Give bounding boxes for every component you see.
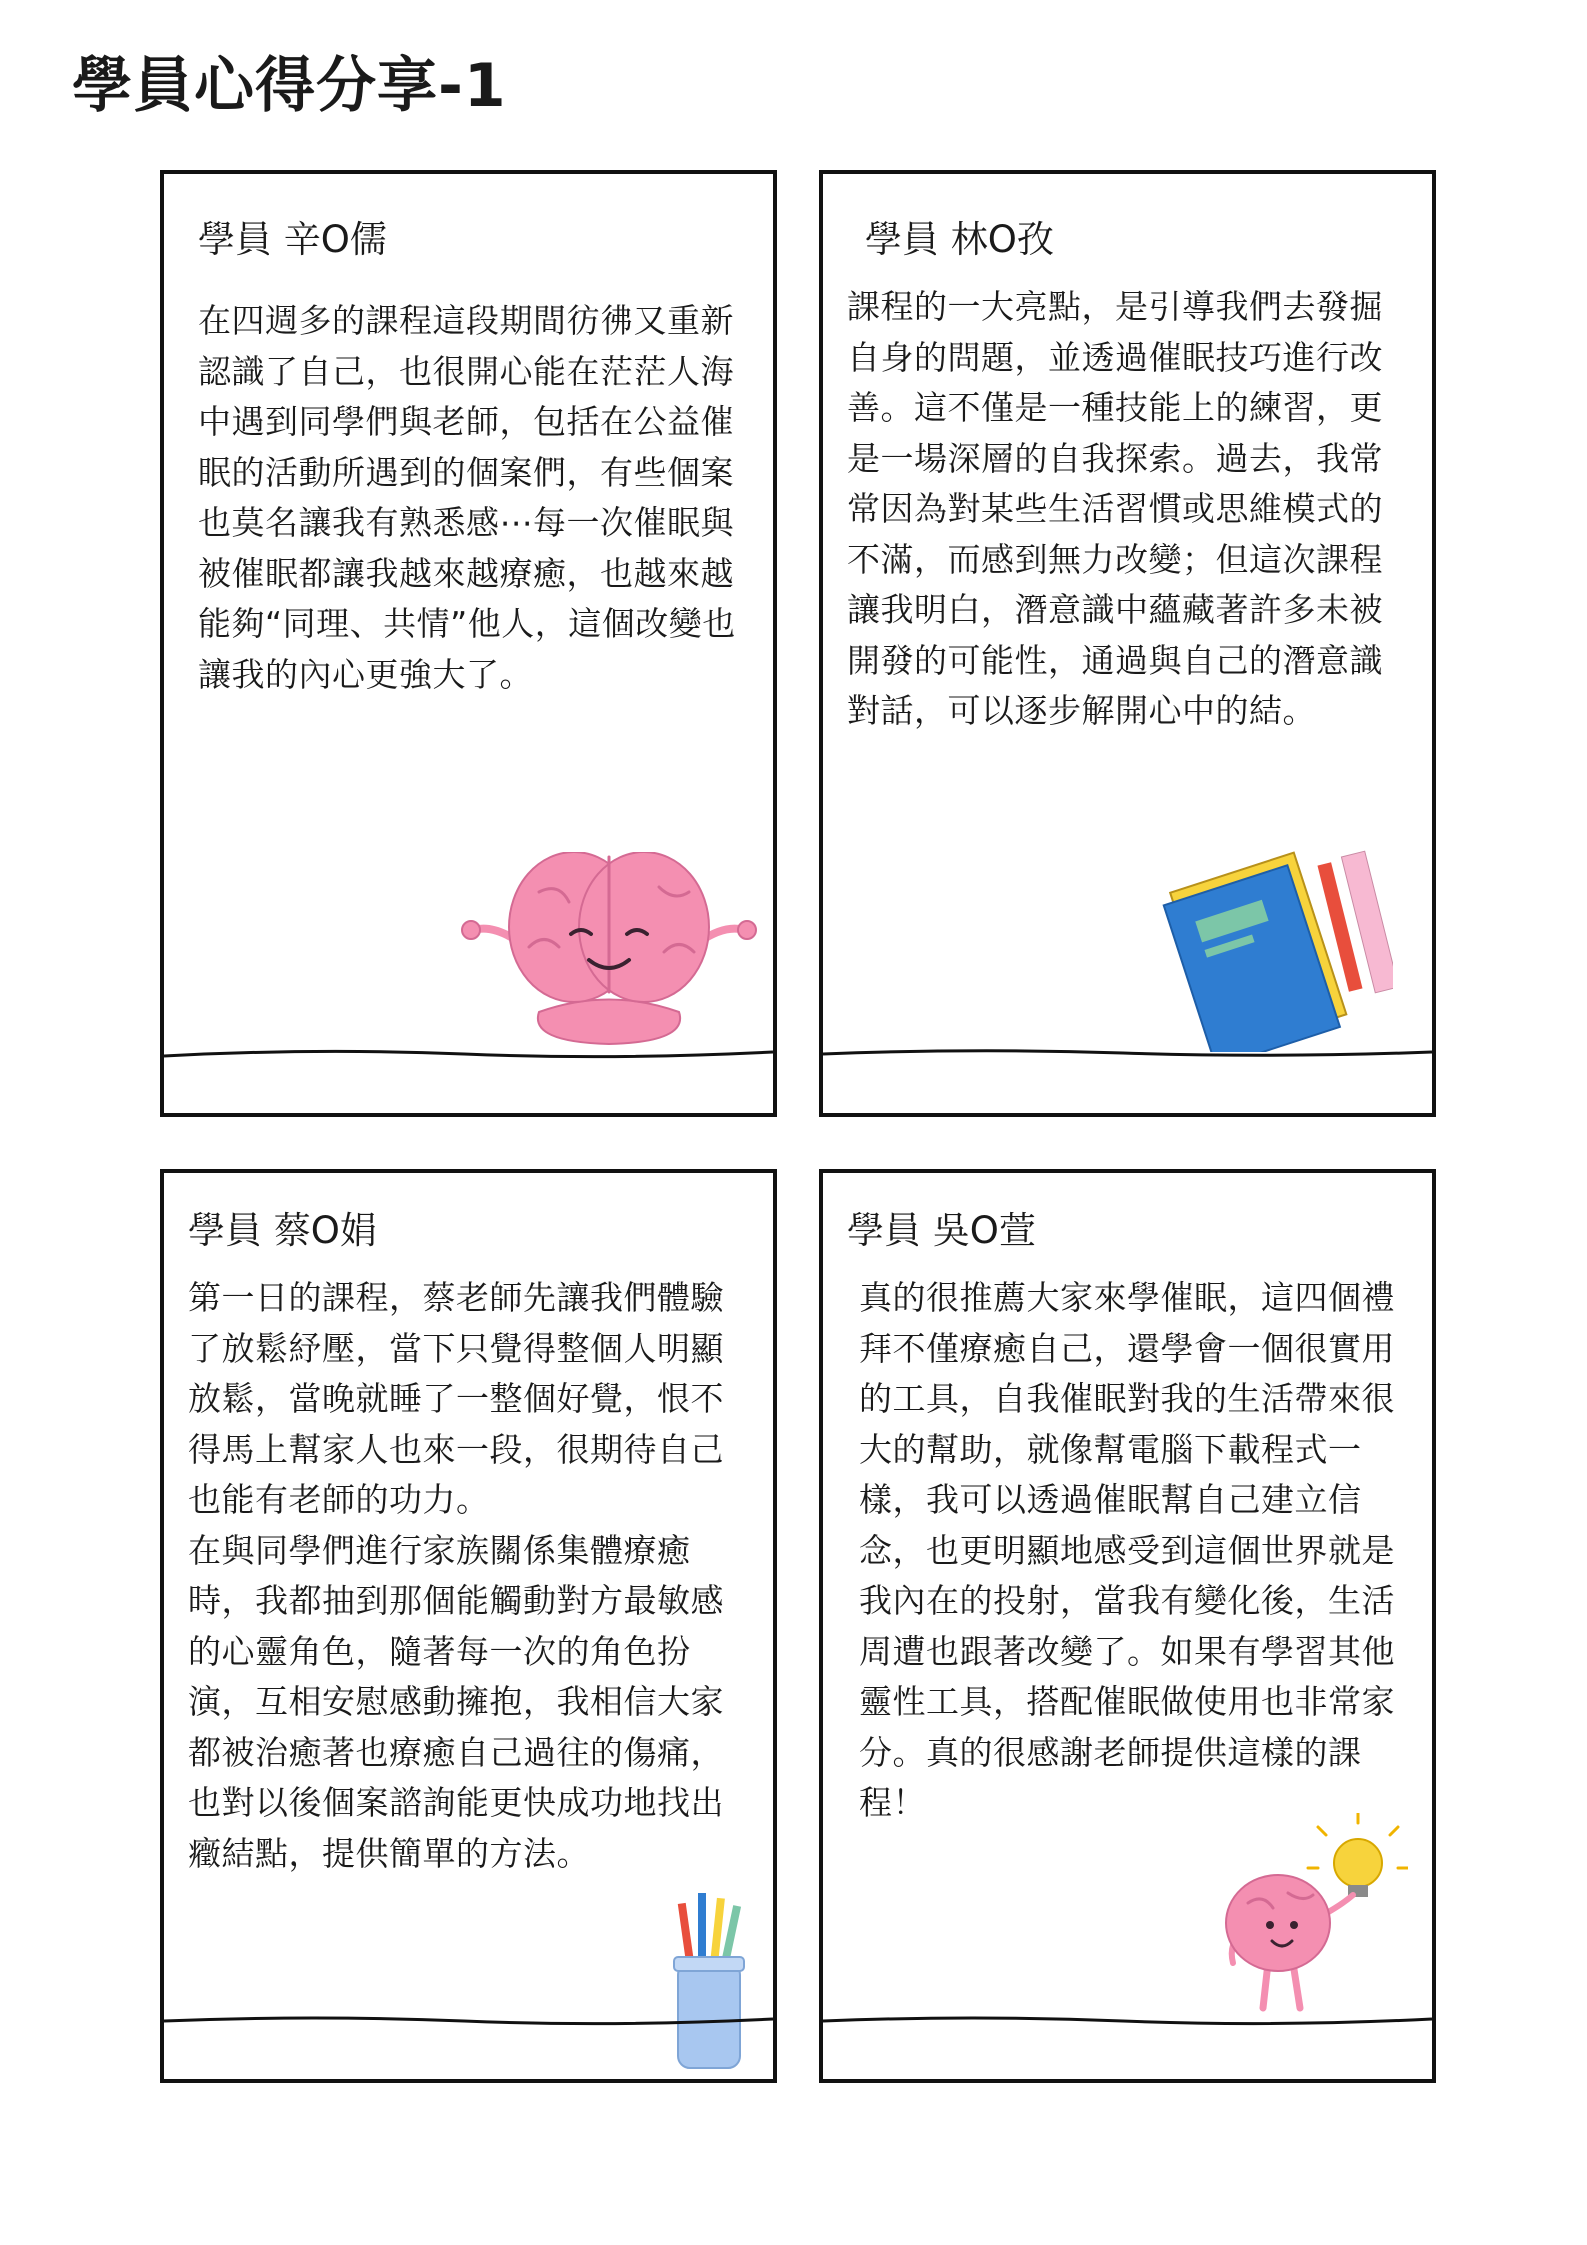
testimonial-text: 在四週多的課程這段期間彷彿又重新認識了自己，也很開心能在茫茫人海中遇到同學們與老師，包括在公益催眠的活動所遇到的個案們，有些個案也莫名讓我有熟悉感⋯每一次催眠與被催眠都讓我越來越療癒，也越來越能夠“同理、共情”他人，這個改變也讓我的內心更強大了。 bbox=[198, 301, 736, 694]
testimonial-card-2 bbox=[819, 170, 1436, 1117]
testimonial-text: 真的很推薦大家來學催眠，這四個禮拜不僅療癒自己，還學會一個很實用的工具，自我催眠對我的生活帶來很大的幫助，就像幫電腦下載程式一樣，我可以透過催眠幫自己建立信念，也更明顯地感受到這個世界就是我內在的投射，當我有變化後，生活周遭也跟著改變了。如果有學習其他靈性工具，搭配催眠做使用也非常家分。真的很感謝老師提供這樣的課程！ bbox=[859, 1278, 1395, 1822]
ground-line bbox=[823, 1044, 1432, 1064]
student-name: 學員 林O孜 bbox=[865, 218, 1054, 261]
student-name: 學員 蔡O娟 bbox=[188, 1209, 377, 1252]
testimonial-card-1 bbox=[160, 170, 777, 1117]
testimonial-card-4 bbox=[819, 1169, 1436, 2083]
pencil-jar-icon bbox=[664, 1893, 754, 2073]
ground-line bbox=[164, 1044, 773, 1064]
student-name: 學員 辛O儒 bbox=[198, 218, 387, 261]
ground-line bbox=[823, 2011, 1432, 2031]
testimonial-card-3 bbox=[160, 1169, 777, 2083]
page-title: 學員心得分享-1 bbox=[72, 51, 507, 121]
meditating-brain-icon bbox=[459, 852, 759, 1052]
ground-line bbox=[164, 2011, 773, 2031]
brain-lightbulb-icon bbox=[1208, 1813, 1408, 2013]
testimonial-text: 課程的一大亮點，是引導我們去發掘自身的問題，並透過催眠技巧進行改善。這不僅是一種技能上的練習，更是一場深層的自我探索。過去，我常常因為對某些生活習慣或思維模式的不滿，而感到無力改變；但這次課程讓我明白，潛意識中蘊藏著許多未被開發的可能性，通過與自己的潛意識對話，可以逐步解開心中的結。 bbox=[847, 287, 1383, 730]
books-pencils-icon bbox=[1153, 842, 1393, 1052]
testimonial-text: 第一日的課程，蔡老師先讓我們體驗了放鬆紓壓，當下只覺得整個人明顯放鬆，當晚就睡了一整個好覺，恨不得馬上幫家人也來一段，很期待自己也能有老師的功力。 在與同學們進行家族關係集體療癒時，我都抽到那個能觸動對方最敏感的心靈角色，隨著每一次的角色扮演，互相安慰感動擁抱，我相信大家都被治癒著也療癒自己過往的傷痛，也對以後個案諮詢能更快成功地找出癥結點，提供簡單的方法。 bbox=[188, 1278, 724, 1873]
student-name: 學員 吳O萱 bbox=[847, 1209, 1036, 1252]
